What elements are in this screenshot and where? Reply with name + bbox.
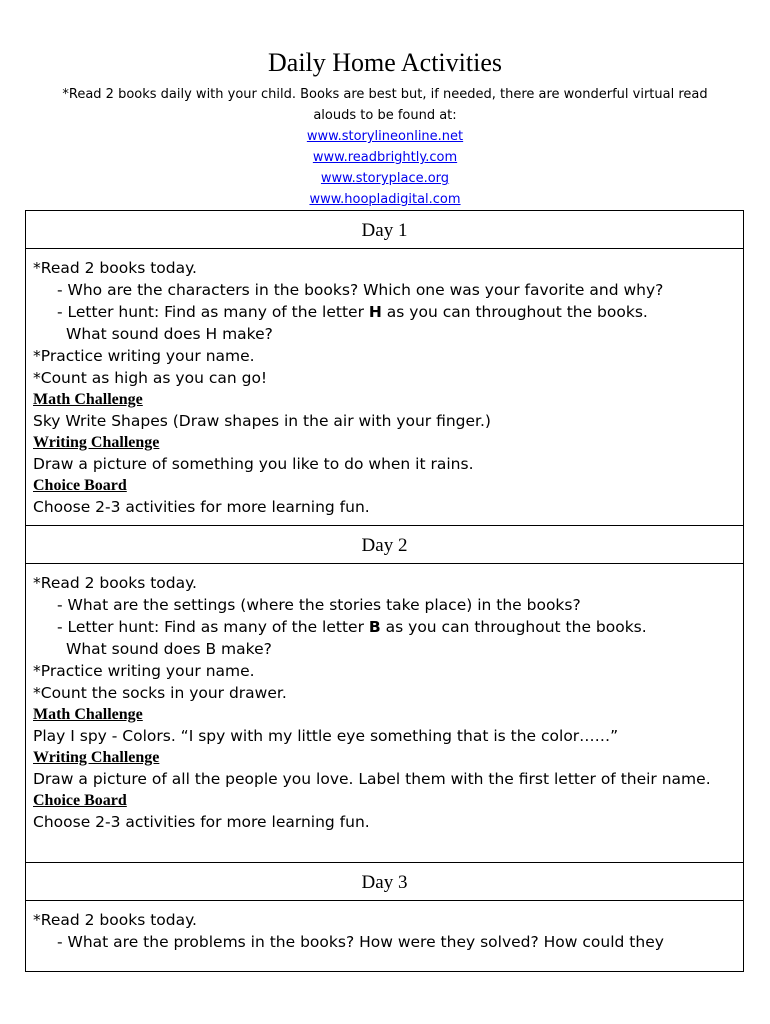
writing-challenge-heading: Writing Challenge: [33, 434, 160, 451]
day-1-header: Day 1: [26, 211, 743, 249]
link-storyplace[interactable]: www.storyplace.org: [320, 171, 450, 186]
math-challenge-heading: Math Challenge: [33, 391, 143, 408]
letter-sound: What sound does H make?: [66, 325, 273, 343]
writing-challenge-heading: Writing Challenge: [33, 749, 160, 766]
math-challenge-text: Sky Write Shapes (Draw shapes in the air with your finger.): [33, 412, 491, 430]
math-challenge-heading: Math Challenge: [33, 706, 143, 723]
day-2-body: [26, 564, 743, 863]
choice-board-text: Choose 2-3 activities for more learning fun.: [33, 498, 370, 516]
link-storylineonline[interactable]: www.storylineonline.net: [306, 129, 464, 144]
practice-instruction: *Practice writing your name.: [33, 347, 255, 365]
link-hoopladigital[interactable]: www.hoopladigital.com: [309, 192, 461, 207]
practice-instruction: *Practice writing your name.: [33, 662, 255, 680]
read-instruction: *Read 2 books today.: [33, 911, 197, 929]
writing-challenge-text: Draw a picture of something you like to do when it rains.: [33, 455, 474, 473]
choice-board-text: Choose 2-3 activities for more learning fun.: [33, 813, 370, 831]
question: - Who are the characters in the books? Which one was your favorite and why?: [57, 281, 664, 299]
count-instruction: *Count as high as you can go!: [33, 369, 268, 387]
activities-table: [25, 210, 744, 972]
count-instruction: *Count the socks in your drawer.: [33, 684, 287, 702]
choice-board-heading: Choice Board: [33, 477, 127, 494]
math-challenge-text: Play I spy - Colors. “I spy with my little eye something that is the color……”: [33, 727, 619, 745]
read-instruction: *Read 2 books today.: [33, 259, 197, 277]
hunt-letter: H: [368, 303, 382, 321]
day-1-body: [26, 249, 743, 526]
day-2-header: Day 2: [26, 526, 743, 564]
link-list: [0, 126, 770, 210]
question: - What are the problems in the books? How were they solved? How could they: [57, 933, 664, 951]
hunt-letter: B: [368, 618, 381, 636]
question: - What are the settings (where the stories take place) in the books?: [57, 596, 581, 614]
letter-hunt: - Letter hunt: Find as many of the letter H as you can throughout the books.: [57, 303, 648, 321]
intro-text: *Read 2 books daily with your child. Books are best but, if needed, there are wonderful virtual read alouds to be found at:: [62, 87, 708, 123]
read-instruction: *Read 2 books today.: [33, 574, 197, 592]
letter-sound: What sound does B make?: [66, 640, 272, 658]
choice-board-heading: Choice Board: [33, 792, 127, 809]
page-title: Daily Home Activities: [268, 48, 502, 77]
link-readbrightly[interactable]: www.readbrightly.com: [312, 150, 458, 165]
day-3-body: [26, 901, 743, 957]
day-3-header: Day 3: [26, 863, 743, 901]
writing-challenge-text: Draw a picture of all the people you love. Label them with the first letter of their name.: [33, 770, 711, 788]
letter-hunt: - Letter hunt: Find as many of the letter B as you can throughout the books.: [57, 618, 647, 636]
